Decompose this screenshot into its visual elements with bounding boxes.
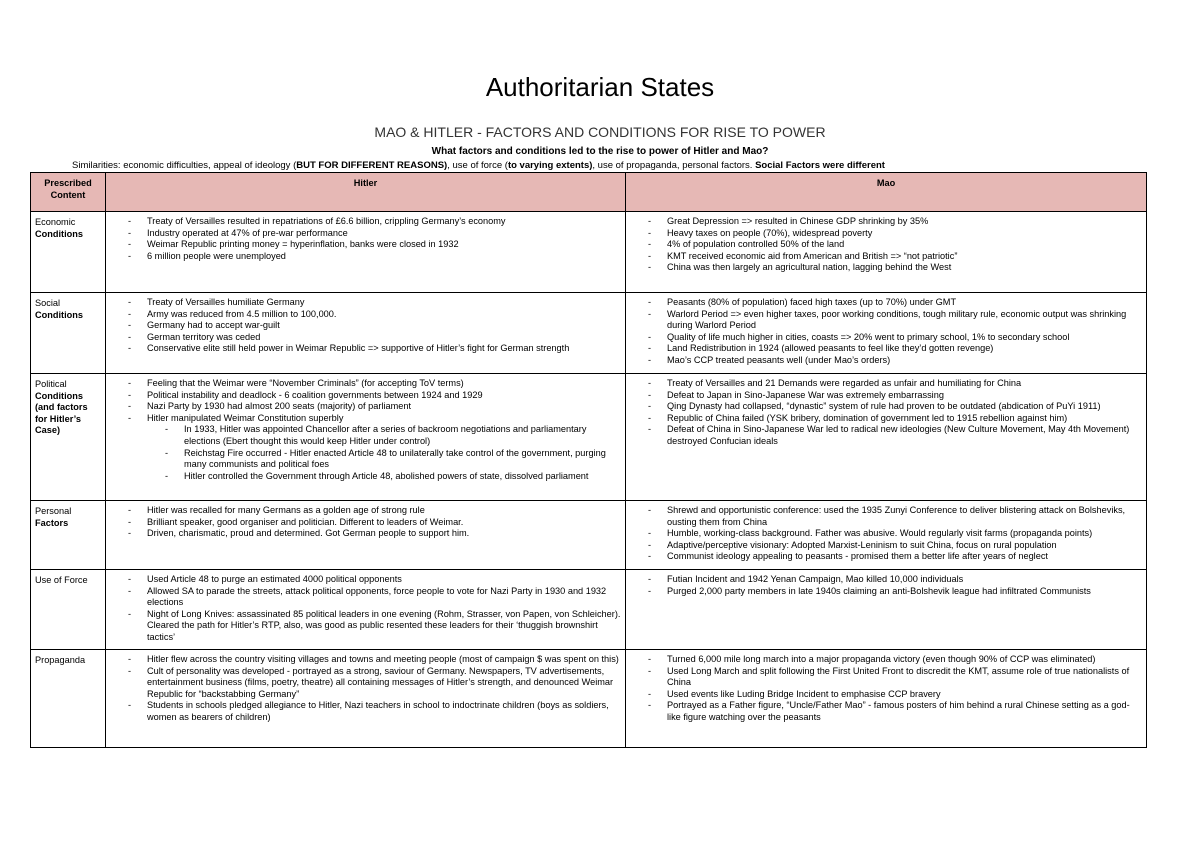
similarities-emphasis: Social Factors were different	[755, 160, 885, 171]
list-item	[106, 239, 621, 251]
list-item-text: 6 million people were unemployed	[147, 250, 286, 261]
list-item-text: Heavy taxes on people (70%), widespread poverty	[667, 227, 873, 238]
table-row	[31, 570, 1147, 650]
list-item-text: Defeat of China in Sino-Japanese War led to radical new ideologies (New Culture Movement, May 4th Movement) destroyed Confucian ideals	[667, 424, 1130, 446]
list-item-text: Mao’s CCP treated peasants well (under Mao’s orders)	[667, 354, 891, 365]
list-item	[626, 551, 1142, 563]
row-label-cell	[31, 212, 106, 293]
header-prescribed-content: Prescribed Content	[31, 173, 106, 212]
guiding-question: What factors and conditions led to the rise to power of Hitler and Mao?	[431, 146, 769, 157]
row-label-emphasis: Conditions (and factors for Hitler’s Case)	[35, 390, 88, 436]
similarities-text: , use of force (	[447, 160, 508, 171]
list-item-text: Feeling that the Weimar were “November Criminals” (for accepting ToV terms)	[147, 378, 464, 388]
list-item	[626, 216, 1142, 228]
sub-list-item: - Hitler controlled the Government through Article 48, abolished powers of state, dissolved parliament	[147, 471, 621, 483]
list-item	[626, 689, 1142, 701]
list-item	[626, 654, 1142, 666]
list-item-text: Industry operated at 47% of pre-war performance	[147, 227, 348, 238]
list-item	[626, 309, 1142, 332]
bullet-list	[626, 378, 1142, 448]
bullet-list	[106, 378, 621, 482]
list-item	[626, 424, 1142, 447]
sub-list-item: - In 1933, Hitler was appointed Chancellor after a series of backroom negotiations and parliamentary elections (Ebert thought this would keep Hitler under control)	[147, 424, 621, 447]
list-item	[106, 320, 621, 332]
list-item	[626, 700, 1142, 723]
row-label-emphasis: Conditions	[35, 309, 83, 320]
list-item-text: Hitler manipulated Weimar Constitution superbly	[147, 412, 344, 423]
list-item	[626, 586, 1142, 598]
row-label: Social	[35, 298, 61, 308]
list-item-text: Hitler flew across the country visiting villages and towns and meeting people (most of campaign $ was spent on this)	[147, 654, 619, 664]
row-label-cell	[31, 374, 106, 501]
list-item-text: Students in schools pledged allegiance to Hitler, Nazi teachers in school to indoctrinate children (boys as soldiers, women as bearers of children)	[147, 700, 609, 722]
list-item	[626, 378, 1142, 390]
list-item	[106, 700, 621, 723]
row-label-cell	[31, 501, 106, 570]
mao-cell	[626, 501, 1147, 570]
table-row	[31, 650, 1147, 748]
list-item-text: Turned 6,000 mile long march into a major propaganda victory (even though 90% of CCP was eliminated)	[667, 654, 1096, 664]
list-item	[106, 297, 621, 309]
mao-cell	[626, 374, 1147, 501]
bullet-list	[626, 505, 1142, 563]
list-item-text: Conservative elite still held power in Weimar Republic => supportive of Hitler’s fight for German strength	[147, 343, 570, 354]
bullet-list	[106, 574, 621, 644]
list-item-text: Weimar Republic printing money = hyperinflation, banks were closed in 1932	[147, 239, 459, 250]
list-item-text: Warlord Period => even higher taxes, poor working conditions, tough military rule, economic output was shrinking during Warlord Period	[667, 308, 1127, 331]
list-item	[106, 251, 621, 263]
list-item	[626, 401, 1142, 413]
list-item	[106, 343, 621, 355]
mao-cell	[626, 570, 1147, 650]
sub-list-item: - Reichstag Fire occurred - Hitler enacted Article 48 to unilaterally take control of the government, purging many communists and political foes	[147, 448, 621, 471]
list-item	[106, 216, 621, 228]
list-item	[626, 540, 1142, 552]
list-item-text: Allowed SA to parade the streets, attack political opponents, force people to vote for Nazi Party in 1930 and 1932 elections	[147, 585, 607, 608]
table-body	[31, 212, 1147, 748]
list-item	[106, 574, 621, 586]
hitler-cell	[106, 650, 626, 748]
list-item-text: KMT received economic aid from American and British => “not patriotic”	[667, 250, 958, 261]
list-item-text: Adaptive/perceptive visionary: Adopted Marxist-Leninism to suit China, focus on rural population	[667, 539, 1057, 550]
list-item	[106, 309, 621, 321]
page-subtitle: MAO & HITLER - FACTORS AND CONDITIONS FOR RISE TO POWER	[374, 124, 826, 140]
hitler-cell	[106, 293, 626, 374]
row-label: Propaganda	[35, 655, 86, 665]
list-item-text: Republic of China failed (YSK bribery, domination of government led to 1915 rebellion against him)	[667, 412, 1068, 423]
list-item-text: Used Long March and split following the First United Front to discredit the KMT, assume role of true nationalists of China	[667, 665, 1130, 688]
similarities-emphasis: to varying extents)	[507, 160, 593, 171]
list-item-text: Shrewd and opportunistic conference: used the 1935 Zunyi Conference to deliver blistering attack on Bolsheviks, ousting them from China	[667, 505, 1126, 527]
list-item-text: Brilliant speaker, good organiser and politician. Different to leaders of Weimar.	[147, 516, 464, 527]
table-header-row	[31, 173, 1147, 212]
list-item-text: Hitler was recalled for many Germans as a golden age of strong rule	[147, 505, 425, 515]
list-item	[626, 528, 1142, 540]
list-item-text: Great Depression => resulted in Chinese GDP shrinking by 35%	[667, 216, 929, 226]
list-item	[106, 378, 621, 390]
list-item-text: Treaty of Versailles resulted in repatriations of £6.6 billion, crippling Germany’s economy	[147, 216, 506, 226]
list-item	[106, 413, 621, 483]
list-item	[626, 413, 1142, 425]
list-item-text: Driven, charismatic, proud and determined. Got German people to support him.	[147, 528, 470, 539]
list-item	[626, 505, 1142, 528]
bullet-list	[106, 654, 621, 724]
list-item	[106, 654, 621, 666]
bullet-list	[626, 216, 1142, 274]
list-item-text: Used events like Luding Bridge Incident to emphasise CCP bravery	[667, 688, 941, 699]
hitler-cell	[106, 374, 626, 501]
list-item-text: Treaty of Versailles humiliate Germany	[147, 297, 305, 307]
list-item-text: Used Article 48 to purge an estimated 4000 political opponents	[147, 574, 402, 584]
row-label-cell	[31, 650, 106, 748]
bullet-list	[106, 505, 621, 540]
list-item	[106, 528, 621, 540]
list-item-text: German territory was ceded	[147, 331, 261, 342]
header-mao: Mao	[626, 173, 1147, 212]
list-item	[626, 390, 1142, 402]
list-item	[626, 228, 1142, 240]
row-label-emphasis: Factors	[35, 517, 69, 528]
list-item	[626, 297, 1142, 309]
header-hitler: Hitler	[106, 173, 626, 212]
list-item	[106, 401, 621, 413]
list-item	[106, 390, 621, 402]
list-item-text: Cult of personality was developed - portrayed as a strong, saviour of Germany. Newspapers, TV advertisements, entertainment business (films, poetry, theatre) all containing messages of Hitler’s strength, and denounced Weimar Republic for “backstabbing Germany”	[147, 665, 614, 699]
row-label: Personal	[35, 506, 72, 516]
list-item-text: Political instability and deadlock - 6 coalition governments between 1924 and 1929	[147, 389, 483, 400]
row-label: Economic	[35, 217, 76, 227]
row-label-emphasis: Conditions	[35, 228, 83, 239]
table-row	[31, 501, 1147, 570]
list-item-text: Communist ideology appealing to peasants - promised them a better life after years of neglect	[667, 551, 1048, 562]
list-item-text: Land Redistribution in 1924 (allowed peasants to feel like they’d gotten revenge)	[667, 343, 994, 354]
list-item-text: Purged 2,000 party members in late 1940s claiming an anti-Bolshevik league had infiltrated Communists	[667, 585, 1091, 596]
table-row	[31, 374, 1147, 501]
list-item	[626, 251, 1142, 263]
similarities-text: , use of propaganda, personal factors.	[592, 160, 756, 171]
list-item	[626, 343, 1142, 355]
list-item	[106, 228, 621, 240]
list-item-text: Futian Incident and 1942 Yenan Campaign, Mao killed 10,000 individuals	[667, 574, 964, 584]
list-item	[626, 262, 1142, 274]
sub-bullet-list	[147, 424, 621, 482]
table-row	[31, 212, 1147, 293]
row-label: Political	[35, 379, 67, 389]
list-item	[626, 355, 1142, 367]
page-title: Authoritarian States	[485, 72, 715, 102]
list-item	[626, 332, 1142, 344]
list-item	[106, 586, 621, 609]
row-label: Use of Force	[35, 575, 88, 585]
hitler-cell	[106, 570, 626, 650]
list-item-text: Portrayed as a Father figure, “Uncle/Father Mao” - famous posters of him behind a rural Chinese setting as a god-like figure watching over the peasants	[667, 700, 1130, 722]
list-item	[626, 574, 1142, 586]
list-item-text: Quality of life much higher in cities, coasts => 20% went to primary school, 1% to secondary school	[667, 331, 1070, 342]
list-item-text: China was then largely an agricultural nation, lagging behind the West	[667, 262, 952, 273]
hitler-cell	[106, 501, 626, 570]
mao-cell	[626, 650, 1147, 748]
list-item	[106, 517, 621, 529]
list-item-text: Army was reduced from 4.5 million to 100,000.	[147, 308, 337, 319]
list-item-text: 4% of population controlled 50% of the land	[667, 239, 845, 250]
list-item	[626, 239, 1142, 251]
list-item	[106, 332, 621, 344]
list-item-text: Defeat to Japan in Sino-Japanese War was extremely embarrassing	[667, 389, 944, 400]
similarities-line	[72, 160, 885, 171]
list-item-text: Germany had to accept war-guilt	[147, 320, 280, 331]
row-label-cell	[31, 570, 106, 650]
bullet-list	[106, 216, 621, 262]
row-label-cell	[31, 293, 106, 374]
list-item	[106, 609, 621, 644]
bullet-list	[106, 297, 621, 355]
list-item-text: Qing Dynasty had collapsed, “dynastic” system of rule had proven to be outdated (abdication of PuYi 1911)	[667, 401, 1101, 412]
list-item	[106, 666, 621, 701]
list-item-text: Nazi Party by 1930 had almost 200 seats (majority) of parliament	[147, 401, 412, 412]
similarities-text: Similarities: economic difficulties, appeal of ideology (	[72, 160, 297, 171]
bullet-list	[626, 654, 1142, 724]
mao-cell	[626, 212, 1147, 293]
table-row	[31, 293, 1147, 374]
list-item-text: Night of Long Knives: assassinated 85 political leaders in one evening (Rohm, Strasser, von Papen, von Schleicher). Cleared the path for Hitler’s RTP, also, was good as public resented these leaders for their ‘thuggish brownshirt tactics’	[147, 608, 621, 642]
hitler-cell	[106, 212, 626, 293]
mao-cell	[626, 293, 1147, 374]
similarities-emphasis: BUT FOR DIFFERENT REASONS)	[296, 160, 448, 171]
list-item-text: Treaty of Versailles and 21 Demands were regarded as unfair and humiliating for China	[667, 378, 1022, 388]
list-item-text: Peasants (80% of population) faced high taxes (up to 70%) under GMT	[667, 297, 957, 307]
list-item	[626, 666, 1142, 689]
list-item-text: Humble, working-class background. Father was abusive. Would regularly visit farms (propaganda points)	[667, 528, 1093, 539]
list-item	[106, 505, 621, 517]
bullet-list	[626, 574, 1142, 597]
bullet-list	[626, 297, 1142, 367]
comparison-table	[30, 172, 1147, 748]
